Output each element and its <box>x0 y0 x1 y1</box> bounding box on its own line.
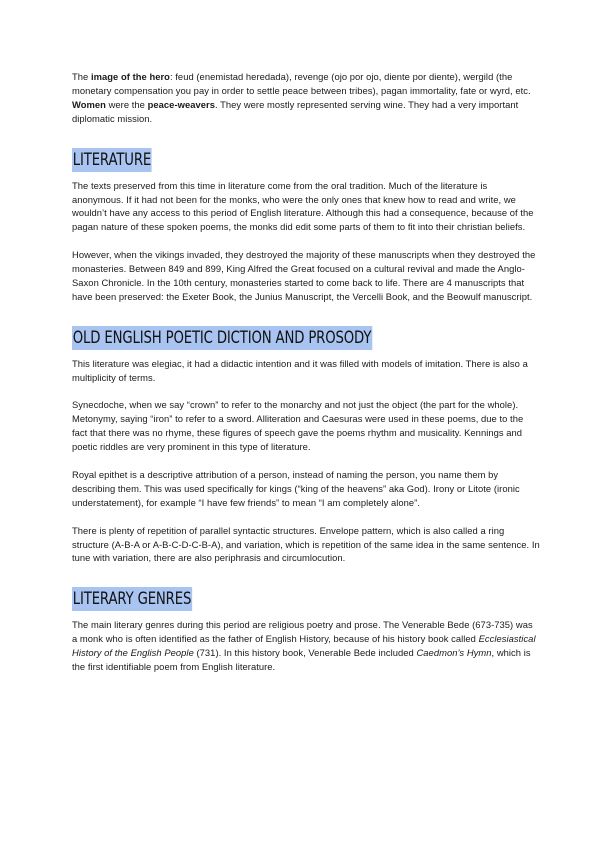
intro-bold-women: Women <box>72 98 106 110</box>
intro-bold-peace-weavers: peace-weavers <box>147 98 215 110</box>
intro-paragraph <box>72 70 540 126</box>
literature-heading-wrap <box>72 148 540 174</box>
genres-text-2: (731). In this history book, Venerable Bede included <box>193 647 417 659</box>
diction-heading-wrap <box>72 326 540 352</box>
intro-text-3: were the <box>105 98 148 110</box>
diction-paragraph-3: Royal epithet is a descriptive attribution of a person, instead of naming the person, you name them by describing them. This was used specifically for kings (“king of the heavens” aka God). Irony or Litote (ironic understatement), for example “I have few friends” to mean “I am completely alone”. <box>72 468 520 508</box>
diction-paragraph-4: There is plenty of repetition of parallel syntactic structures. Envelope pattern, which is also called a ring structure (A-B-A or A-B-C-D-C-B-A), and variation, which is repetition of the same idea in the same sentence. In tune with variation, there are also periphrasis and circumlocution. <box>72 524 540 564</box>
intro-text-2: : feud (enemistad heredada), revenge (ojo por ojo, diente por diente), wergild (the monetary compensation you pay in order to settle peace between tribes), pagan immortality, fate or wyrd, etc. <box>72 71 531 96</box>
genres-text-1: The main literary genres during this period are religious poetry and prose. The Venerable Bede (673-735) was a monk who is often identified as the father of English History, because of his history book called <box>72 619 533 645</box>
diction-paragraph-2: Synecdoche, when we say “crown” to refer to the monarchy and not just the object (the part for the whole). Metonymy, saying “iron” to refer to a sword. Alliteration and Caesuras were used in these poems, due to the fact that there was no rhyme, these figures of speech gave the poems rhythm and musicality. Kennings and poetic riddles are very prominent in this type of literature. <box>72 399 524 453</box>
literature-heading: LITERATURE <box>72 149 152 170</box>
genres-italic-hymn-title: Caedmon’s Hymn <box>416 647 492 659</box>
genres-heading: LITERARY GENRES <box>72 589 192 610</box>
literature-paragraph-2: However, when the vikings invaded, they destroyed the majority of these manuscripts when they destroyed the monasteries. Between 849 and 899, King Alfred the Great focused on a cultural revival and made the Anglo-Saxon Chronicle. In the 10th century, monasteries started to come back to life. There are 4 manuscripts that have been preserved: the Exeter Book, the Junius Manuscript, the Vercelli Book, and the Beowulf manuscript. <box>72 249 536 302</box>
document-body <box>72 70 540 674</box>
genres-heading-wrap <box>72 587 540 613</box>
genres-text-3: , which is the first identifiable poem from English literature. <box>72 647 531 673</box>
literature-paragraph-1: The texts preserved from this time in literature come from the oral tradition. Much of the literature is anonymous. If it had not been for the monks, who were the only ones that knew how to read and write, we wouldn’t have any access to this period of English literature. Although this had a consequence, because of the pagan nature of these spoken poems, the monks did edit some parts of them to fit into their christian beliefs. <box>72 179 534 233</box>
diction-paragraph-1: This literature was elegiac, it had a didactic intention and it was filled with models of imitation. There is also a multiplicity of terms. <box>72 357 528 383</box>
genres-italic-book-title: Ecclesiastical History of the English People <box>72 633 536 659</box>
intro-text-4: . They were mostly represented serving wine. They had a very important diplomatic mission. <box>72 98 519 124</box>
intro-text-1: The <box>72 71 91 82</box>
intro-bold-hero: image of the hero <box>90 71 170 82</box>
diction-heading: OLD ENGLISH POETIC DICTION AND PROSODY <box>72 327 372 348</box>
genres-paragraph <box>72 618 540 674</box>
